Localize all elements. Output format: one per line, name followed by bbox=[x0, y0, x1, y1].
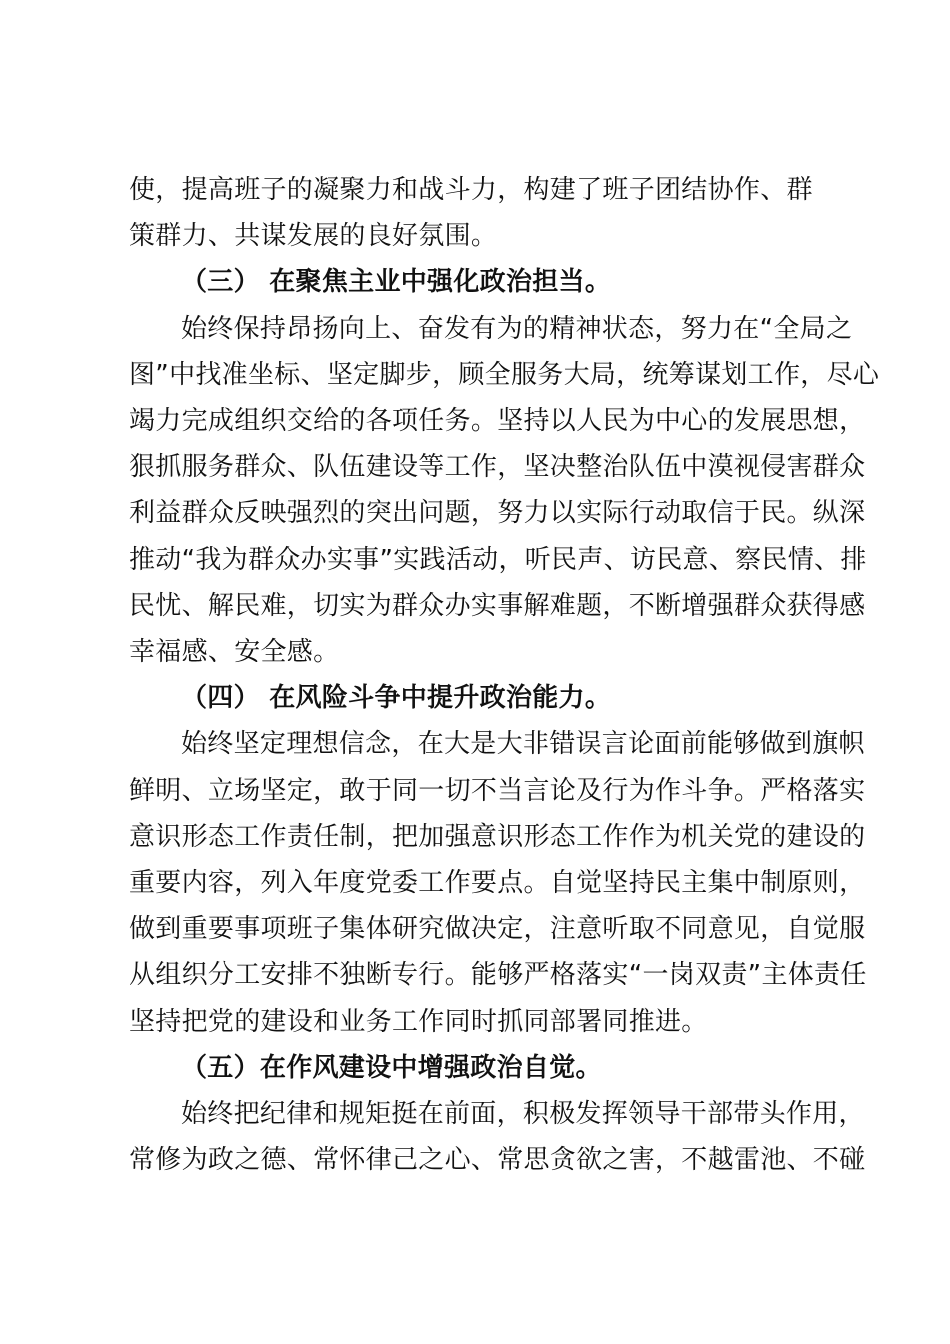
document-body bbox=[129, 167, 880, 1183]
text-line: 竭力完成组织交给的各项任务。坚持以人民为中心的发展思想， bbox=[129, 406, 866, 437]
section-heading-3: （三） 在聚焦主业中强化政治担当。 bbox=[181, 267, 612, 298]
paragraph-section-5 bbox=[129, 1091, 866, 1183]
text-line: 策群力、共谋发展的良好氛围。 bbox=[129, 221, 498, 252]
text-line: 常修为政之德、常怀律己之心、常思贪欲之害，不越雷池、不碰 bbox=[129, 1145, 866, 1176]
text-line: 图”中找准坐标、坚定脚步，顾全服务大局，统筹谋划工作，尽心 bbox=[129, 359, 880, 390]
paragraph-section-3 bbox=[129, 306, 880, 676]
text-line: 幸福感、安全感。 bbox=[129, 637, 340, 668]
text-line: 始终保持昂扬向上、奋发有为的精神状态，努力在“全局之 bbox=[181, 313, 853, 344]
text-line: 重要内容，列入年度党委工作要点。自觉坚持民主集中制原则， bbox=[129, 868, 866, 899]
section-heading-4: （四） 在风险斗争中提升政治能力。 bbox=[181, 683, 612, 714]
text-line: 从组织分工安排不独断专行。能够严格落实“一岗双责”主体责任 bbox=[129, 960, 867, 991]
text-line: 狠抓服务群众、队伍建设等工作，坚决整治队伍中漠视侵害群众 bbox=[129, 452, 866, 483]
section-heading-5: （五）在作风建设中增强政治自觉。 bbox=[181, 1052, 602, 1083]
paragraph-section-4 bbox=[129, 721, 867, 1044]
text-line: 利益群众反映强烈的突出问题，努力以实际行动取信于民。纵深 bbox=[129, 498, 866, 529]
text-line: 推动“我为群众办实事”实践活动，听民声、访民意、察民情、排 bbox=[129, 544, 867, 575]
text-line: 使，提高班子的凝聚力和战斗力，构建了班子团结协作、群 bbox=[129, 175, 813, 205]
text-line: 始终坚定理想信念，在大是大非错误言论面前能够做到旗帜 bbox=[181, 729, 865, 760]
text-line: 鲜明、立场坚定，敢于同一切不当言论及行为作斗争。严格落实 bbox=[129, 775, 866, 806]
text-line: 始终把纪律和规矩挺在前面，积极发挥领导干部带头作用， bbox=[181, 1099, 865, 1130]
text-line: 做到重要事项班子集体研究做决定，注意听取不同意见，自觉服 bbox=[129, 914, 866, 945]
text-line: 坚持把党的建设和业务工作同时抓同部署同推进。 bbox=[129, 1006, 708, 1037]
paragraph-continuation bbox=[129, 167, 859, 259]
text-line: 民忧、解民难，切实为群众办实事解难题，不断增强群众获得感 bbox=[129, 590, 866, 621]
text-line: 意识形态工作责任制，把加强意识形态工作作为机关党的建设的 bbox=[129, 821, 866, 852]
